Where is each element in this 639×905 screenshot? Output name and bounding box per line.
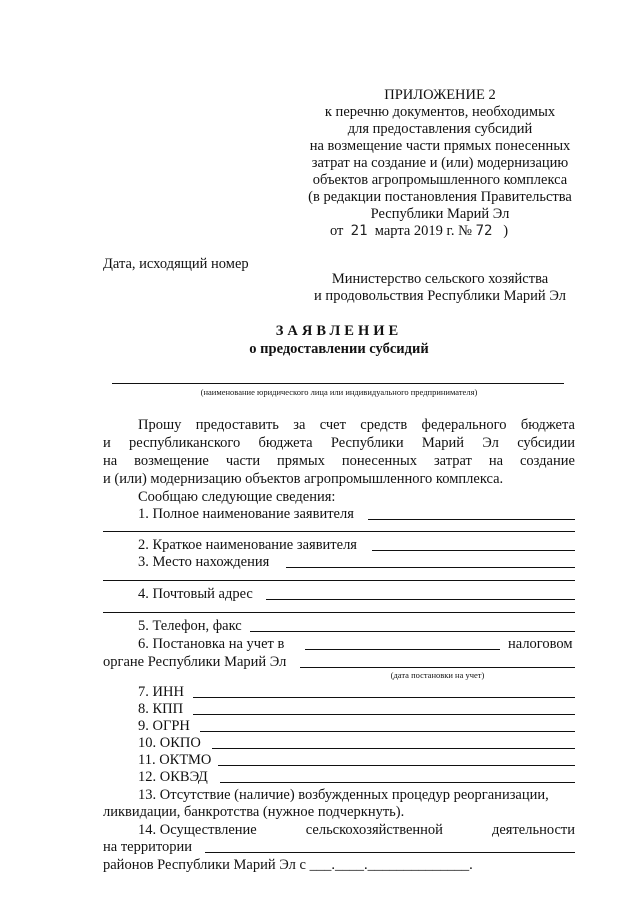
registration-date-caption: (дата постановки на учет) [390,670,485,680]
date-rest: марта 2019 г. № [374,223,472,239]
phone-fax-input-line[interactable] [250,631,575,632]
word: Эл [482,435,499,451]
word: субсидии [517,435,575,451]
date-prefix: от [330,223,344,239]
okved-input-line[interactable] [220,782,575,783]
field-label-okved: 12. ОКВЭД [138,769,208,785]
word: деятельности [491,822,575,838]
word: возмещение [134,453,209,469]
word: предоставить [195,417,279,433]
word: бюджета [520,417,575,433]
word: Республики [330,435,404,451]
word: на [103,453,118,469]
inn-input-line[interactable] [193,697,575,698]
word: Марий [421,435,464,451]
field-label-location: 3. Место нахождения [138,554,270,570]
appendix-line: для предоставления субсидий [347,121,533,137]
appendix-line: Республики Марий Эл [370,206,510,222]
document-title: ЗАЯВЛЕНИЕ [275,323,403,339]
info-intro: Сообщаю следующие сведения: [138,489,336,505]
registration-date-input-line[interactable] [300,667,575,668]
date-reference: Дата, исходящий номер [103,256,249,272]
applicant-name-line [112,383,564,384]
postal-address-input-line-2[interactable] [103,612,575,613]
date-day: 21 [350,223,368,239]
location-input-line[interactable] [286,567,575,568]
field-label-short-name: 2. Краткое наименование заявителя [138,537,357,553]
field-label-full-name: 1. Полное наименование заявителя [138,506,354,522]
appendix-line: затрат на создание и (или) модернизацию [311,155,569,171]
word: средств [360,417,408,433]
date-close: ) [503,223,509,239]
request-line-3 [103,453,575,470]
appendix-line: на возмещение части прямых понесенных [309,138,571,154]
word: и [103,435,111,451]
word: понесенных [341,453,417,469]
field-label-tax-registration: 6. Постановка на учет в [138,636,285,652]
location-input-line-2[interactable] [103,580,575,581]
field-label-procedures: 13. Отсутствие (наличие) возбужденных процедур реорганизации, [138,787,549,803]
kpp-input-line[interactable] [193,714,575,715]
word: сельскохозяйственной [305,822,443,838]
ogrn-input-line[interactable] [200,731,575,732]
addressee-line: Министерство сельского хозяйства [331,271,549,287]
full-name-input-line-2[interactable] [103,531,575,532]
short-name-input-line[interactable] [372,550,575,551]
word: за [293,417,306,433]
field-label-phone-fax: 5. Телефон, факс [138,618,242,634]
word: Прошу [138,417,182,433]
oktmo-input-line[interactable] [218,765,575,766]
tax-authority-input-line[interactable] [305,649,500,650]
applicant-caption: (наименование юридического лица или индивидуального предпринимателя) [200,387,478,397]
request-line-4: и (или) модернизацию объектов агропромышленного комплекса. [103,471,504,487]
appendix-date [330,223,508,240]
field-label-inn: 7. ИНН [138,684,184,700]
field-label-districts: районов Республики Марий Эл с ___.____.______________. [103,857,473,873]
field-label-okpo: 10. ОКПО [138,735,201,751]
field-label-territory: на территории [103,839,193,855]
field-label-oktmo: 11. ОКТМО [138,752,212,768]
field-label-tax-organ: органе Республики Марий Эл [103,654,287,670]
word: части [225,453,261,469]
field-label-activity [138,822,575,839]
field-label-tax-authority: налоговом [508,636,573,652]
word: на [488,453,504,469]
okpo-input-line[interactable] [212,748,575,749]
word: затрат [433,453,472,469]
addressee-line: и продовольствия Республики Марий Эл [314,288,566,304]
date-number: 72 [475,223,493,239]
appendix-title: ПРИЛОЖЕНИЕ 2 [384,87,496,103]
document-subtitle: о предоставлении субсидий [249,341,429,357]
field-label-postal-address: 4. Почтовый адрес [138,586,253,602]
full-name-input-line[interactable] [368,519,575,520]
field-label-kpp: 8. КПП [138,701,184,717]
appendix-line: к перечню документов, необходимых [324,104,556,120]
word: республиканского [129,435,241,451]
request-line-1 [138,417,575,434]
field-label-ogrn: 9. ОГРН [138,718,190,734]
appendix-line: (в редакции постановления Правительства [308,189,572,205]
postal-address-input-line[interactable] [266,599,575,600]
word: счет [319,417,346,433]
field-label-procedures-cont: ликвидации, банкротства (нужное подчеркнуть). [103,804,405,820]
territory-input-line[interactable] [205,852,575,853]
word: создание [520,453,575,469]
word: федерального [421,417,507,433]
word: 14. Осуществление [138,822,257,838]
word: прямых [277,453,325,469]
word: бюджета [258,435,313,451]
request-line-2 [103,435,575,452]
appendix-line: объектов агропромышленного комплекса [312,172,568,188]
